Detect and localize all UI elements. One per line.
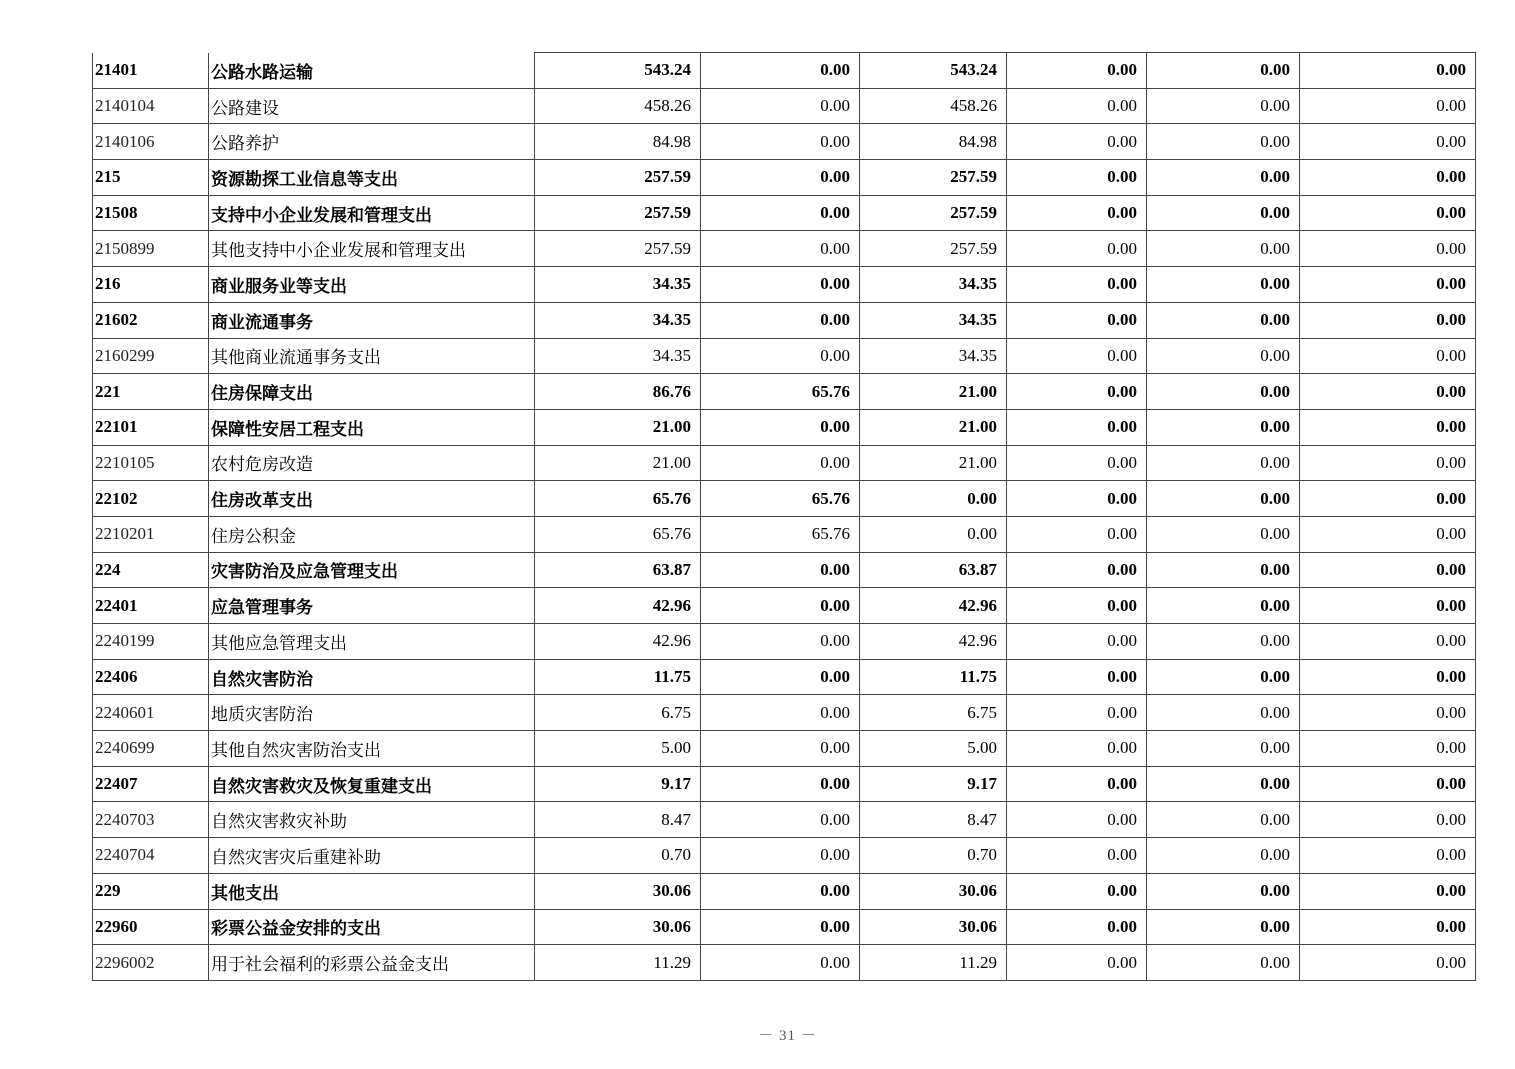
- value-cell-4: 0.00: [1007, 552, 1147, 588]
- value-cell-5: 0.00: [1147, 802, 1300, 838]
- value-cell-6: 0.00: [1300, 624, 1476, 660]
- basic-expenditure-cell: 65.76: [701, 481, 860, 517]
- value-cell-5: 0.00: [1147, 588, 1300, 624]
- value-cell-6: 0.00: [1300, 766, 1476, 802]
- subject-name-cell: 住房公积金: [209, 516, 535, 552]
- basic-expenditure-cell: 0.00: [701, 838, 860, 874]
- value-cell-6: 0.00: [1300, 409, 1476, 445]
- subject-name-cell: 农村危房改造: [209, 445, 535, 481]
- value-cell-4: 0.00: [1007, 588, 1147, 624]
- value-cell-5: 0.00: [1147, 873, 1300, 909]
- value-cell-4: 0.00: [1007, 802, 1147, 838]
- basic-expenditure-cell: 0.00: [701, 731, 860, 767]
- subject-name-cell: 彩票公益金安排的支出: [209, 909, 535, 945]
- value-cell-5: 0.00: [1147, 445, 1300, 481]
- project-expenditure-cell: 11.29: [860, 945, 1007, 981]
- table-row: [93, 445, 1476, 481]
- value-cell-5: 0.00: [1147, 160, 1300, 196]
- subject-name-cell: 地质灾害防治: [209, 695, 535, 731]
- project-expenditure-cell: 21.00: [860, 409, 1007, 445]
- value-cell-4: 0.00: [1007, 231, 1147, 267]
- subject-name-cell: 其他自然灾害防治支出: [209, 731, 535, 767]
- value-cell-6: 0.00: [1300, 909, 1476, 945]
- value-cell-6: 0.00: [1300, 374, 1476, 410]
- total-amount-cell: 11.29: [535, 945, 701, 981]
- table-row: [93, 945, 1476, 981]
- value-cell-6: 0.00: [1300, 195, 1476, 231]
- total-amount-cell: 543.24: [535, 53, 701, 89]
- total-amount-cell: 63.87: [535, 552, 701, 588]
- table-row: [93, 302, 1476, 338]
- subject-name-cell: 其他应急管理支出: [209, 624, 535, 660]
- value-cell-5: 0.00: [1147, 838, 1300, 874]
- table-row: [93, 53, 1476, 89]
- table-row: [93, 552, 1476, 588]
- value-cell-5: 0.00: [1147, 695, 1300, 731]
- subject-name-cell: 灾害防治及应急管理支出: [209, 552, 535, 588]
- value-cell-4: 0.00: [1007, 195, 1147, 231]
- value-cell-6: 0.00: [1300, 838, 1476, 874]
- basic-expenditure-cell: 0.00: [701, 552, 860, 588]
- total-amount-cell: 257.59: [535, 231, 701, 267]
- budget-table: [92, 52, 1476, 981]
- subject-code-cell: 215: [93, 160, 209, 196]
- table-row: [93, 124, 1476, 160]
- value-cell-4: 0.00: [1007, 88, 1147, 124]
- basic-expenditure-cell: 0.00: [701, 659, 860, 695]
- basic-expenditure-cell: 0.00: [701, 909, 860, 945]
- basic-expenditure-cell: 0.00: [701, 195, 860, 231]
- value-cell-4: 0.00: [1007, 909, 1147, 945]
- project-expenditure-cell: 6.75: [860, 695, 1007, 731]
- project-expenditure-cell: 42.96: [860, 588, 1007, 624]
- project-expenditure-cell: 458.26: [860, 88, 1007, 124]
- value-cell-5: 0.00: [1147, 659, 1300, 695]
- table-row: [93, 731, 1476, 767]
- project-expenditure-cell: 21.00: [860, 445, 1007, 481]
- subject-code-cell: 2210201: [93, 516, 209, 552]
- project-expenditure-cell: 34.35: [860, 267, 1007, 303]
- subject-name-cell: 住房改革支出: [209, 481, 535, 517]
- subject-name-cell: 其他支出: [209, 873, 535, 909]
- subject-code-cell: 2240704: [93, 838, 209, 874]
- project-expenditure-cell: 30.06: [860, 909, 1007, 945]
- value-cell-6: 0.00: [1300, 588, 1476, 624]
- subject-name-cell: 支持中小企业发展和管理支出: [209, 195, 535, 231]
- value-cell-5: 0.00: [1147, 945, 1300, 981]
- total-amount-cell: 8.47: [535, 802, 701, 838]
- basic-expenditure-cell: 65.76: [701, 516, 860, 552]
- basic-expenditure-cell: 0.00: [701, 124, 860, 160]
- basic-expenditure-cell: 65.76: [701, 374, 860, 410]
- value-cell-6: 0.00: [1300, 88, 1476, 124]
- value-cell-4: 0.00: [1007, 766, 1147, 802]
- value-cell-6: 0.00: [1300, 124, 1476, 160]
- value-cell-4: 0.00: [1007, 338, 1147, 374]
- basic-expenditure-cell: 0.00: [701, 88, 860, 124]
- value-cell-5: 0.00: [1147, 409, 1300, 445]
- total-amount-cell: 11.75: [535, 659, 701, 695]
- table-row: [93, 588, 1476, 624]
- basic-expenditure-cell: 0.00: [701, 231, 860, 267]
- total-amount-cell: 86.76: [535, 374, 701, 410]
- project-expenditure-cell: 0.00: [860, 481, 1007, 517]
- total-amount-cell: 65.76: [535, 481, 701, 517]
- project-expenditure-cell: 0.70: [860, 838, 1007, 874]
- value-cell-4: 0.00: [1007, 873, 1147, 909]
- table-row: [93, 374, 1476, 410]
- total-amount-cell: 42.96: [535, 588, 701, 624]
- subject-name-cell: 用于社会福利的彩票公益金支出: [209, 945, 535, 981]
- table-row: [93, 695, 1476, 731]
- value-cell-4: 0.00: [1007, 516, 1147, 552]
- value-cell-4: 0.00: [1007, 409, 1147, 445]
- total-amount-cell: 84.98: [535, 124, 701, 160]
- value-cell-6: 0.00: [1300, 481, 1476, 517]
- project-expenditure-cell: 34.35: [860, 338, 1007, 374]
- value-cell-4: 0.00: [1007, 945, 1147, 981]
- table-row: [93, 195, 1476, 231]
- value-cell-4: 0.00: [1007, 267, 1147, 303]
- total-amount-cell: 458.26: [535, 88, 701, 124]
- value-cell-6: 0.00: [1300, 231, 1476, 267]
- basic-expenditure-cell: 0.00: [701, 802, 860, 838]
- subject-code-cell: 22960: [93, 909, 209, 945]
- value-cell-6: 0.00: [1300, 659, 1476, 695]
- table-row: [93, 873, 1476, 909]
- subject-code-cell: 2240699: [93, 731, 209, 767]
- subject-name-cell: 资源勘探工业信息等支出: [209, 160, 535, 196]
- subject-code-cell: 2240199: [93, 624, 209, 660]
- value-cell-5: 0.00: [1147, 552, 1300, 588]
- project-expenditure-cell: 11.75: [860, 659, 1007, 695]
- project-expenditure-cell: 5.00: [860, 731, 1007, 767]
- value-cell-4: 0.00: [1007, 445, 1147, 481]
- value-cell-5: 0.00: [1147, 195, 1300, 231]
- table-row: [93, 88, 1476, 124]
- basic-expenditure-cell: 0.00: [701, 53, 860, 89]
- total-amount-cell: 34.35: [535, 267, 701, 303]
- value-cell-4: 0.00: [1007, 53, 1147, 89]
- total-amount-cell: 21.00: [535, 445, 701, 481]
- value-cell-6: 0.00: [1300, 338, 1476, 374]
- subject-code-cell: 2140104: [93, 88, 209, 124]
- total-amount-cell: 42.96: [535, 624, 701, 660]
- subject-code-cell: 21508: [93, 195, 209, 231]
- value-cell-4: 0.00: [1007, 374, 1147, 410]
- table-row: [93, 659, 1476, 695]
- project-expenditure-cell: 0.00: [860, 516, 1007, 552]
- value-cell-5: 0.00: [1147, 338, 1300, 374]
- project-expenditure-cell: 8.47: [860, 802, 1007, 838]
- total-amount-cell: 34.35: [535, 302, 701, 338]
- subject-name-cell: 其他商业流通事务支出: [209, 338, 535, 374]
- value-cell-4: 0.00: [1007, 731, 1147, 767]
- value-cell-5: 0.00: [1147, 231, 1300, 267]
- value-cell-6: 0.00: [1300, 873, 1476, 909]
- value-cell-6: 0.00: [1300, 53, 1476, 89]
- value-cell-4: 0.00: [1007, 659, 1147, 695]
- table-row: [93, 766, 1476, 802]
- value-cell-4: 0.00: [1007, 624, 1147, 660]
- table-row: [93, 231, 1476, 267]
- value-cell-5: 0.00: [1147, 481, 1300, 517]
- subject-code-cell: 2160299: [93, 338, 209, 374]
- table-row: [93, 160, 1476, 196]
- subject-code-cell: 21602: [93, 302, 209, 338]
- basic-expenditure-cell: 0.00: [701, 624, 860, 660]
- project-expenditure-cell: 257.59: [860, 160, 1007, 196]
- value-cell-5: 0.00: [1147, 267, 1300, 303]
- value-cell-6: 0.00: [1300, 160, 1476, 196]
- subject-name-cell: 自然灾害灾后重建补助: [209, 838, 535, 874]
- basic-expenditure-cell: 0.00: [701, 588, 860, 624]
- basic-expenditure-cell: 0.00: [701, 409, 860, 445]
- value-cell-5: 0.00: [1147, 909, 1300, 945]
- value-cell-6: 0.00: [1300, 302, 1476, 338]
- table-row: [93, 516, 1476, 552]
- basic-expenditure-cell: 0.00: [701, 445, 860, 481]
- subject-name-cell: 自然灾害救灾及恢复重建支出: [209, 766, 535, 802]
- subject-name-cell: 保障性安居工程支出: [209, 409, 535, 445]
- project-expenditure-cell: 84.98: [860, 124, 1007, 160]
- value-cell-5: 0.00: [1147, 302, 1300, 338]
- total-amount-cell: 21.00: [535, 409, 701, 445]
- value-cell-4: 0.00: [1007, 481, 1147, 517]
- value-cell-6: 0.00: [1300, 695, 1476, 731]
- value-cell-5: 0.00: [1147, 624, 1300, 660]
- total-amount-cell: 30.06: [535, 909, 701, 945]
- subject-code-cell: 229: [93, 873, 209, 909]
- project-expenditure-cell: 9.17: [860, 766, 1007, 802]
- table-row: [93, 838, 1476, 874]
- value-cell-4: 0.00: [1007, 124, 1147, 160]
- project-expenditure-cell: 42.96: [860, 624, 1007, 660]
- value-cell-6: 0.00: [1300, 516, 1476, 552]
- value-cell-5: 0.00: [1147, 124, 1300, 160]
- value-cell-5: 0.00: [1147, 766, 1300, 802]
- basic-expenditure-cell: 0.00: [701, 267, 860, 303]
- total-amount-cell: 5.00: [535, 731, 701, 767]
- basic-expenditure-cell: 0.00: [701, 302, 860, 338]
- table-row: [93, 481, 1476, 517]
- value-cell-5: 0.00: [1147, 731, 1300, 767]
- project-expenditure-cell: 21.00: [860, 374, 1007, 410]
- total-amount-cell: 34.35: [535, 338, 701, 374]
- subject-name-cell: 商业服务业等支出: [209, 267, 535, 303]
- subject-name-cell: 公路建设: [209, 88, 535, 124]
- table-row: [93, 624, 1476, 660]
- subject-code-cell: 22102: [93, 481, 209, 517]
- total-amount-cell: 257.59: [535, 195, 701, 231]
- subject-code-cell: 216: [93, 267, 209, 303]
- subject-name-cell: 公路水路运输: [209, 53, 535, 89]
- project-expenditure-cell: 30.06: [860, 873, 1007, 909]
- subject-code-cell: 2140106: [93, 124, 209, 160]
- value-cell-5: 0.00: [1147, 53, 1300, 89]
- value-cell-5: 0.00: [1147, 374, 1300, 410]
- value-cell-5: 0.00: [1147, 516, 1300, 552]
- subject-code-cell: 22401: [93, 588, 209, 624]
- total-amount-cell: 9.17: [535, 766, 701, 802]
- basic-expenditure-cell: 0.00: [701, 338, 860, 374]
- project-expenditure-cell: 543.24: [860, 53, 1007, 89]
- subject-code-cell: 2240601: [93, 695, 209, 731]
- value-cell-6: 0.00: [1300, 945, 1476, 981]
- subject-code-cell: 22406: [93, 659, 209, 695]
- project-expenditure-cell: 63.87: [860, 552, 1007, 588]
- subject-name-cell: 自然灾害救灾补助: [209, 802, 535, 838]
- total-amount-cell: 65.76: [535, 516, 701, 552]
- subject-code-cell: 22101: [93, 409, 209, 445]
- total-amount-cell: 0.70: [535, 838, 701, 874]
- subject-code-cell: 224: [93, 552, 209, 588]
- value-cell-4: 0.00: [1007, 838, 1147, 874]
- basic-expenditure-cell: 0.00: [701, 945, 860, 981]
- subject-code-cell: 221: [93, 374, 209, 410]
- subject-name-cell: 自然灾害防治: [209, 659, 535, 695]
- table-row: [93, 909, 1476, 945]
- value-cell-4: 0.00: [1007, 695, 1147, 731]
- value-cell-4: 0.00: [1007, 302, 1147, 338]
- value-cell-6: 0.00: [1300, 267, 1476, 303]
- total-amount-cell: 257.59: [535, 160, 701, 196]
- table-row: [93, 338, 1476, 374]
- subject-code-cell: 2150899: [93, 231, 209, 267]
- subject-code-cell: 21401: [93, 53, 209, 89]
- subject-name-cell: 住房保障支出: [209, 374, 535, 410]
- value-cell-6: 0.00: [1300, 802, 1476, 838]
- project-expenditure-cell: 257.59: [860, 231, 1007, 267]
- basic-expenditure-cell: 0.00: [701, 160, 860, 196]
- subject-code-cell: 2210105: [93, 445, 209, 481]
- value-cell-6: 0.00: [1300, 731, 1476, 767]
- subject-code-cell: 22407: [93, 766, 209, 802]
- project-expenditure-cell: 34.35: [860, 302, 1007, 338]
- value-cell-6: 0.00: [1300, 445, 1476, 481]
- page-number: － 31 －: [758, 1028, 817, 1044]
- total-amount-cell: 6.75: [535, 695, 701, 731]
- table-body: [93, 53, 1476, 981]
- subject-name-cell: 其他支持中小企业发展和管理支出: [209, 231, 535, 267]
- table-row: [93, 802, 1476, 838]
- value-cell-4: 0.00: [1007, 160, 1147, 196]
- basic-expenditure-cell: 0.00: [701, 766, 860, 802]
- subject-name-cell: 应急管理事务: [209, 588, 535, 624]
- basic-expenditure-cell: 0.00: [701, 695, 860, 731]
- value-cell-6: 0.00: [1300, 552, 1476, 588]
- subject-code-cell: 2296002: [93, 945, 209, 981]
- basic-expenditure-cell: 0.00: [701, 873, 860, 909]
- value-cell-5: 0.00: [1147, 88, 1300, 124]
- project-expenditure-cell: 257.59: [860, 195, 1007, 231]
- table-row: [93, 267, 1476, 303]
- subject-code-cell: 2240703: [93, 802, 209, 838]
- table-row: [93, 409, 1476, 445]
- subject-name-cell: 公路养护: [209, 124, 535, 160]
- subject-name-cell: 商业流通事务: [209, 302, 535, 338]
- total-amount-cell: 30.06: [535, 873, 701, 909]
